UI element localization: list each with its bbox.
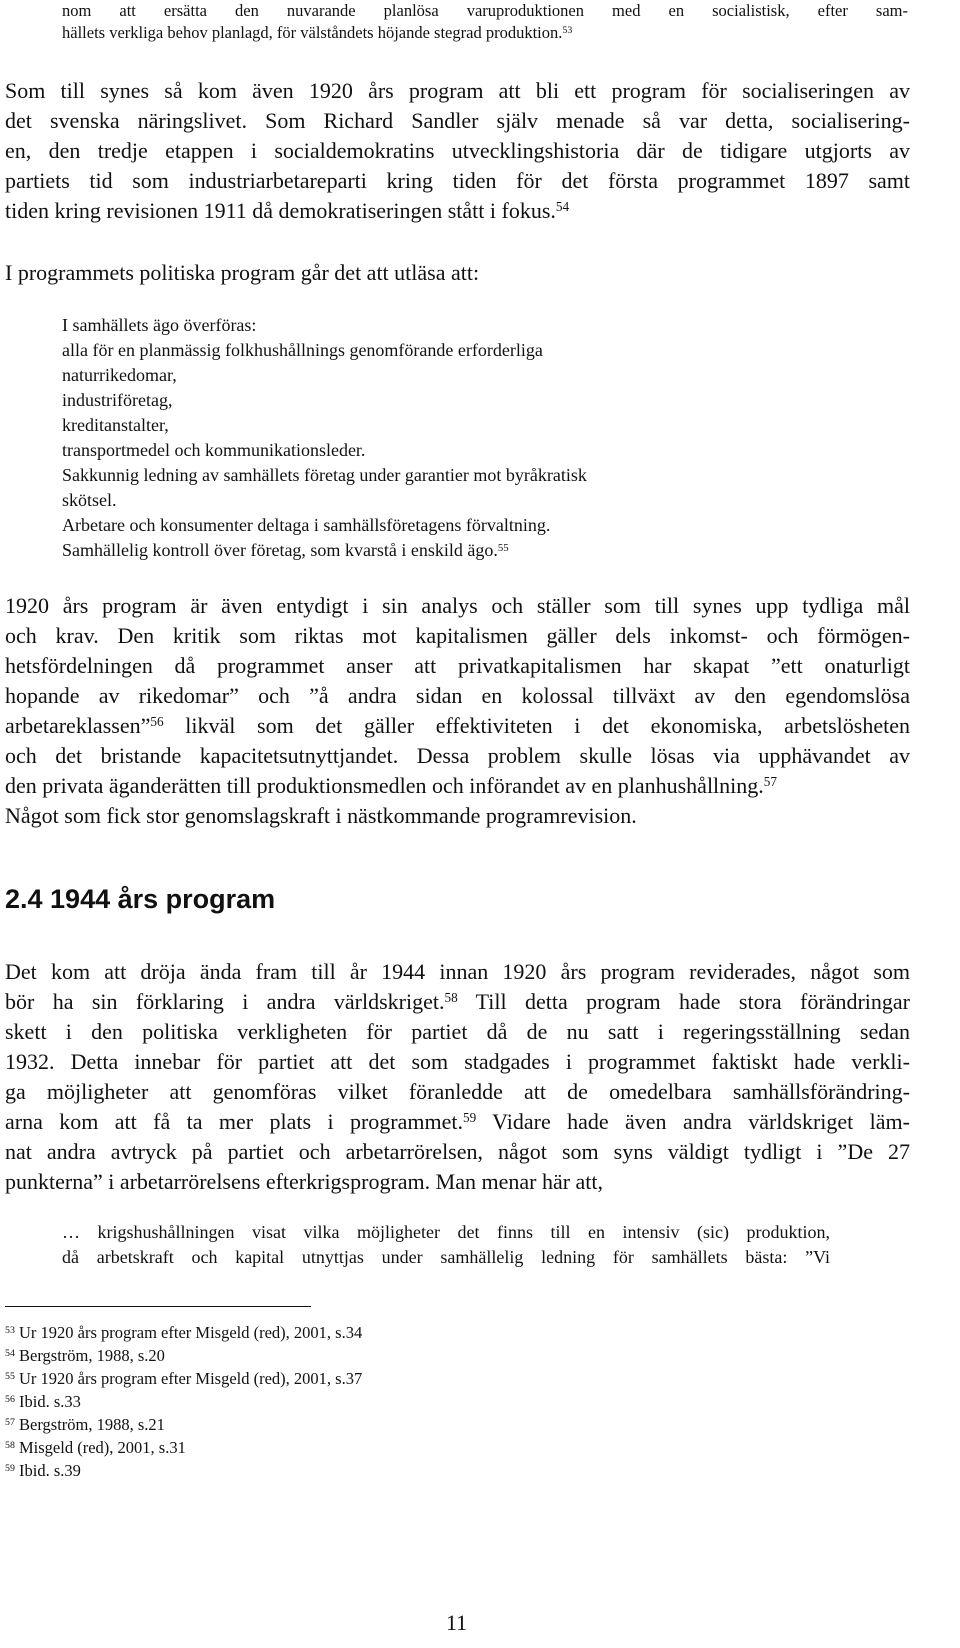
- paragraph-line: bör ha sin förklaring i andra världskriget.$^{58}$ Till detta program hade stora förändringar: [5, 989, 910, 1014]
- paragraph-line: Något som fick stor genomslagskraft i nästkommande programrevision.: [5, 803, 637, 828]
- top-quote-line: hällets verkliga behov planlagd, för välståndets höjande stegrad produktion.$^{53}$: [62, 23, 573, 42]
- top-quote-line: nom att ersätta den nuvarande planlösa varuproduktionen med en socialistisk, efter sam-: [62, 1, 908, 20]
- paragraph-line: I programmets politiska program går det att utläsa att:: [5, 260, 480, 285]
- paragraph-line: 1920 års program är även entydigt i sin analys och ställer som till synes upp tydliga mål: [5, 593, 910, 618]
- footnote: $^{53}$ Ur 1920 års program efter Misgeld (red), 2001, s.34: [5, 1323, 363, 1342]
- footnote-ref: 59: [462, 1110, 477, 1126]
- quote-line: alla för en planmässig folkhushållnings genomförande erforderliga: [62, 340, 543, 360]
- footnote-number: 57: [5, 1417, 15, 1429]
- paragraph-line: punkterna” i arbetarrörelsens efterkrigsprogram. Man menar här att,: [5, 1169, 604, 1194]
- footnote-number: 56: [5, 1394, 15, 1406]
- paragraph-line: 1932. Detta innebar för partiet att det som stadgades i programmet faktiskt hade verkli-: [5, 1049, 910, 1074]
- paragraph-line: och det bristande kapacitetsutnyttjandet. Dessa problem skulle lösas via upphävandet av: [5, 743, 910, 768]
- quote-line: transportmedel och kommunikationsleder.: [62, 440, 366, 460]
- quote-line: Samhällelig kontroll över företag, som kvarstå i enskild ägo.$^{55}$: [62, 540, 509, 560]
- quote-line: Arbetare och konsumenter deltaga i samhällsföretagens förvaltning.: [62, 515, 551, 535]
- quote-line: då arbetskraft och kapital utnyttjas under samhällelig ledning för samhällets bästa: ”Vi: [62, 1247, 830, 1267]
- footnote: $^{56}$ Ibid. s.33: [5, 1392, 81, 1411]
- paragraph-line: hopande av rikedomar” och ”å andra sidan en kolossal tillväxt av den egendomslösa: [5, 683, 910, 708]
- paragraph-line: partiets tid som industriarbetareparti kring tiden för det första programmet 1897 samt: [5, 168, 910, 193]
- quote-line: I samhällets ägo överföras:: [62, 315, 257, 335]
- footnote: $^{58}$ Misgeld (red), 2001, s.31: [5, 1438, 186, 1457]
- footnote-ref: 58: [444, 990, 458, 1006]
- footnote-ref: 53: [562, 25, 573, 37]
- footnote-separator: [5, 1306, 311, 1307]
- footnote-number: 59: [5, 1463, 15, 1475]
- paragraph-line: nat andra avtryck på partiet och arbetarrörelsen, något som syns väldigt tydligt i ”De 27: [5, 1139, 910, 1164]
- paragraph-line: och krav. Den kritik som riktas mot kapitalismen gäller dels inkomst- och förmögen-: [5, 623, 910, 648]
- paragraph-line: tiden kring revisionen 1911 då demokratiseringen stått i fokus.$^{54}$: [5, 198, 570, 223]
- quote-line: Sakkunnig ledning av samhällets företag under garantier mot byråkratisk: [62, 465, 587, 485]
- footnote: $^{59}$ Ibid. s.39: [5, 1461, 81, 1480]
- paragraph-line: en, den tredje etappen i socialdemokratins utvecklingshistoria där de tidigare utgjorts av: [5, 138, 910, 163]
- footnote-number: 54: [5, 1348, 15, 1360]
- footnote-ref: 56: [150, 714, 164, 730]
- paragraph-line: ga möjligheter att genomföras vilket föranledde att de omedelbara samhällsförändring-: [5, 1079, 910, 1104]
- footnote-number: 53: [5, 1325, 15, 1337]
- paragraph-line: Som till synes så kom även 1920 års program att bli ett program för socialiseringen av: [5, 78, 910, 103]
- paragraph-line: den privata äganderätten till produktionsmedlen och införandet av en planhushållning.$^{57}$: [5, 773, 777, 798]
- footnote: $^{57}$ Bergström, 1988, s.21: [5, 1415, 165, 1434]
- quote-line: … krigshushållningen visat vilka möjligheter det finns till en intensiv (sic) produktion,: [62, 1222, 830, 1242]
- footnote-ref: 57: [763, 774, 777, 790]
- paragraph-line: skett i den politiska verkligheten för partiet då de nu satt i regeringsställning sedan: [5, 1019, 910, 1044]
- quote-line: kreditanstalter,: [62, 415, 169, 435]
- quote-line: industriföretag,: [62, 390, 173, 410]
- paragraph-line: Det kom att dröja ända fram till år 1944 innan 1920 års program reviderades, något som: [5, 959, 910, 984]
- page-number: 11: [446, 1610, 468, 1635]
- quote-line: naturrikedomar,: [62, 365, 177, 385]
- footnote: $^{55}$ Ur 1920 års program efter Misgeld (red), 2001, s.37: [5, 1369, 363, 1388]
- paragraph-line: arna kom att få ta mer plats i programmet.$^{59}$ Vidare hade även andra världskriget läm-: [5, 1109, 910, 1134]
- paragraph-line: arbetareklassen”$^{56}$ likväl som det gäller effektiviteten i det ekonomiska, arbetslösheten: [5, 713, 910, 738]
- footnote-ref: 54: [555, 199, 570, 215]
- quote-line: skötsel.: [62, 490, 117, 510]
- footnote-number: 55: [5, 1371, 15, 1383]
- section-heading: 2.4 1944 års program: [5, 884, 276, 914]
- footnote-ref: 55: [497, 541, 509, 554]
- paragraph-line: det svenska näringslivet. Som Richard Sandler själv menade så var detta, socialisering-: [5, 108, 910, 133]
- footnote: $^{54}$ Bergström, 1988, s.20: [5, 1346, 165, 1365]
- paragraph-line: hetsfördelningen då programmet anser att privatkapitalismen har skapat ”ett onaturligt: [5, 653, 910, 678]
- footnote-number: 58: [5, 1440, 15, 1452]
